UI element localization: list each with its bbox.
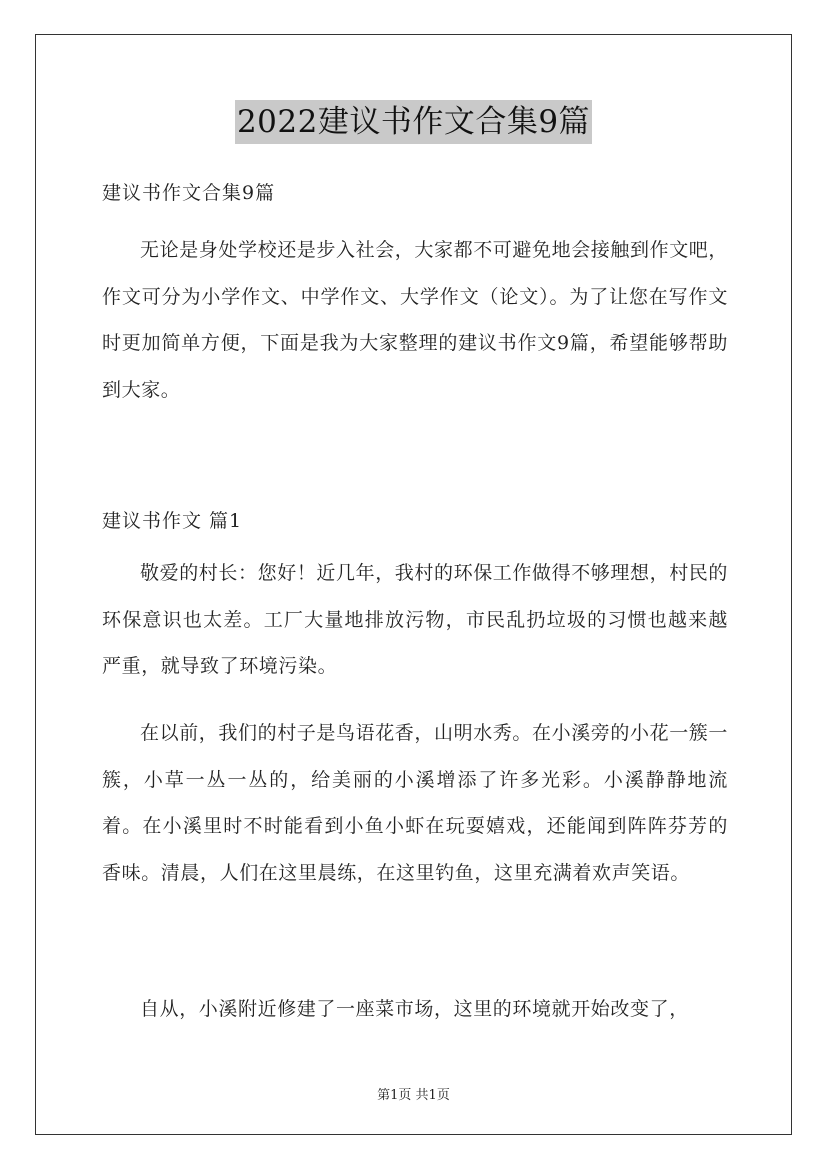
intro-paragraph: 无论是身处学校还是步入社会，大家都不可避免地会接触到作文吧，作文可分为小学作文、中学作文、大学作文（论文）。为了让您在写作文时更加简单方便，下面是我为大家整理的建议书作文9篇，希望能够帮助到大家。: [102, 239, 729, 401]
body-paragraph-3: 自从，小溪附近修建了一座菜市场，这里的环境就开始改变了，: [140, 998, 689, 1020]
document-title: 2022建议书作文合集9篇: [235, 100, 592, 144]
section-heading: 建议书作文 篇1: [102, 510, 243, 532]
body-paragraph-2: 在以前，我们的村子是鸟语花香，山明水秀。在小溪旁的小花一簇一簇，小草一丛一丛的，给美丽的小溪增添了许多光彩。小溪静静地流着。在小溪里时不时能看到小鱼小虾在玩耍嬉戏，还能闻到阵阵芬芳的香味。清晨，人们在这里晨练，在这里钓鱼，这里充满着欢声笑语。: [102, 722, 729, 884]
title-container: [0, 100, 827, 144]
body-paragraph-1: 敬爱的村长：您好！近几年，我村的环保工作做得不够理想，村民的环保意识也太差。工厂大量地排放污物，市民乱扔垃圾的习惯也越来越严重，就导致了环境污染。: [102, 562, 729, 677]
document-subtitle: 建议书作文合集9篇: [102, 182, 276, 204]
page-footer: 第1页 共1页: [377, 1088, 450, 1103]
